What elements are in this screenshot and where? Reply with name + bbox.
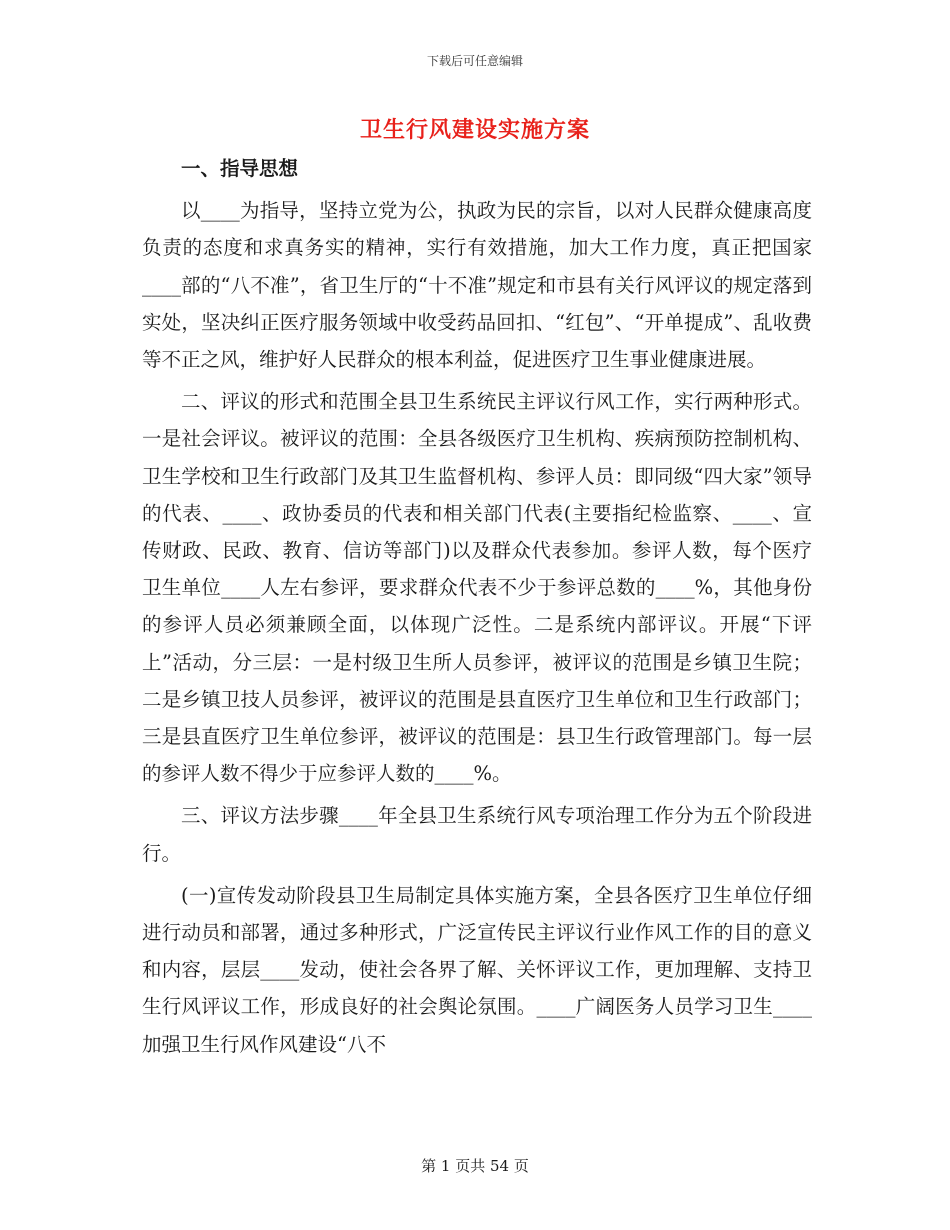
header-note: 下载后可任意编辑 — [426, 54, 523, 68]
document-body — [142, 150, 812, 1063]
paragraph-guiding-thought: 以____为指导，坚持立党为公，执政为民的宗旨，以对人民群众健康高度负责的态度和求真务实的精神，实行有效措施，加大工作力度，真正把国家____部的“八不准”，省卫生厅的“十不准”规定和市县有关行风评议的规定落到实处，坚决纠正医疗服务领域中收受药品回扣、“红包”、“开单提成”、乱收费等不正之风，维护好人民群众的根本利益，促进医疗卫生事业健康进展。 — [142, 199, 812, 372]
page-number: 第 1 页共 54 页 — [421, 1157, 529, 1175]
document-title: 卫生行风建设实施方案 — [359, 117, 590, 143]
paragraph-publicity-stage: (一)宣传发动阶段县卫生局制定具体实施方案，全县各医疗卫生单位仔细进行动员和部署，通过多种形式，广泛宣传民主评议行业作风工作的目的意义和内容，层层____发动，使社会各界了解、关怀评议工作，更加理解、支持卫生行风评议工作，形成良好的社会舆论氛围。____广阔医务人员学习卫生____加强卫生行风作风建设“八不 — [142, 883, 812, 1056]
paragraph-evaluation-form-scope: 二、评议的形式和范围全县卫生系统民主评议行风工作，实行两种形式。一是社会评议。被评议的范围：全县各级医疗卫生机构、疾病预防控制机构、卫生学校和卫生行政部门及其卫生监督机构、参评人员：即同级“四大家”领导的代表、____、政协委员的代表和相关部门代表(主要指纪检监察、____、宣传财政、民政、教育、信访等部门)以及群众代表参加。参评人数，每个医疗卫生单位____人左右参评，要求群众代表不少于参评总数的____%，其他身份的参评人员必须兼顾全面，以体现广泛性。二是系统内部评议。开展“下评上”活动，分三层：一是村级卫生所人员参评，被评议的范围是乡镇卫生院；二是乡镇卫技人员参评，被评议的范围是县直医疗卫生单位和卫生行政部门；三是县直医疗卫生单位参评，被评议的范围是：县卫生行政管理部门。每一层的参评人数不得少于应参评人数的____%。 — [142, 390, 812, 786]
section-heading-guiding-thought: 一、指导思想 — [181, 157, 299, 180]
paragraph-evaluation-steps: 三、评议方法步骤____年全县卫生系统行风专项治理工作分为五个阶段进行。 — [142, 804, 812, 865]
